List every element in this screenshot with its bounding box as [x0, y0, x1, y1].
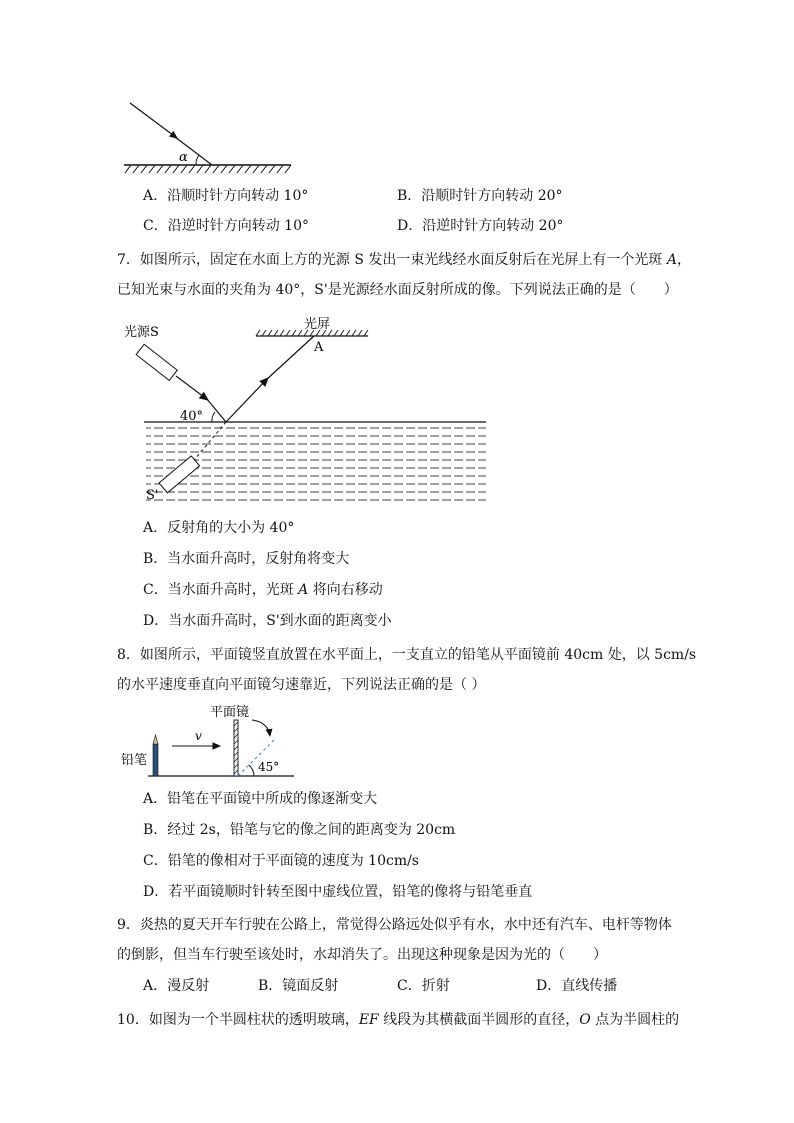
- q6-angle-label: α: [179, 150, 188, 165]
- q8-option-a: A．铅笔在平面镜中所成的像逐渐变大: [143, 791, 378, 807]
- q8-option-b: B．经过 2s，铅笔与它的像之间的距离变为 20cm: [143, 822, 456, 838]
- q6-incident-ray: [130, 103, 177, 138]
- q10-stem-line1: [117, 1010, 679, 1030]
- q6-option-c: C．沿逆时针方向转动 10°: [143, 218, 309, 234]
- q7-option-c-pre: C．当水面升高时，光斑: [143, 582, 299, 598]
- q6-mirror-hatching: [125, 165, 291, 173]
- q7-option-c-post: 将向右移动: [308, 582, 383, 598]
- q9-option-a: A．漫反射: [143, 978, 210, 994]
- q8-angle-label: 45°: [258, 760, 280, 774]
- q9-option-b: B．镜面反射: [258, 978, 339, 994]
- q6-option-b: B．沿顺时针方向转动 20°: [397, 188, 563, 204]
- q7-spot-label: A: [314, 340, 324, 355]
- q8-stem-line2: 的水平速度垂直向平面镜匀速靠近，下列说法正确的是（ ）: [117, 677, 486, 693]
- q7-option-c: [143, 580, 383, 600]
- q7-stem-line2: 已知光束与水面的夹角为 40°，S'是光源经水面反射所成的像。下列说法正确的是（ ）: [117, 282, 678, 298]
- q7-option-b: B．当水面升高时，反射角将变大: [143, 551, 350, 567]
- q8-angle-arc: [249, 765, 254, 776]
- q6-angle-arc: [196, 155, 199, 165]
- q7-stem-line1-pre: 7．如图所示，固定在水面上方的光源 S 发出一束光线经水面反射后在光屏上有一个光斑: [117, 252, 667, 268]
- q7-figure: [118, 312, 498, 512]
- q9-stem-line1: 9．炎热的夏天开车行驶在公路上，常觉得公路远处似乎有水，水中还有汽车、电杆等物体: [117, 917, 672, 933]
- q6-option-a: A．沿顺时针方向转动 10°: [143, 188, 309, 204]
- q8-pencil: [153, 744, 158, 776]
- q8-stem-line1: 8．如图所示，平面镜竖直放置在水平面上，一支直立的铅笔从平面镜前 40cm 处，以 5cm/s: [117, 647, 697, 663]
- q7-angle-arc: [212, 412, 215, 422]
- q9-option-d: D．直线传播: [536, 978, 618, 994]
- q7-reflected-ray: [226, 378, 268, 422]
- q8-option-d: D．若平面镜顺时针转至图中虚线位置，铅笔的像将与铅笔垂直: [143, 884, 533, 900]
- q7-stem-line1-post: ，: [676, 252, 691, 268]
- q8-option-c: C．铅笔的像相对于平面镜的速度为 10cm/s: [143, 853, 419, 869]
- q7-image-label: S': [146, 488, 159, 503]
- q7-option-d: D．当水面升高时，S'到水面的距离变小: [143, 613, 392, 629]
- q7-source-label: 光源S: [124, 325, 159, 340]
- q8-mirror-label: 平面镜: [210, 705, 250, 720]
- q10-stem-post: 点为半圆柱的: [590, 1012, 680, 1028]
- q8-figure: [118, 700, 298, 782]
- q7-option-a: A．反射角的大小为 40°: [143, 520, 295, 536]
- q9-option-c: C．折射: [397, 978, 450, 994]
- q7-screen-label: 光屏: [304, 317, 331, 332]
- q9-stem-line2: 的倒影，但当车行驶至该处时，水却消失了。出现这种现象是因为光的（ ）: [117, 947, 607, 963]
- q8-pencil-label: 铅笔: [121, 753, 148, 768]
- q8-rotation-arrow: [252, 720, 270, 736]
- q7-stem-var-a: A: [666, 252, 677, 268]
- q10-stem-var-o: O: [579, 1012, 591, 1028]
- q7-light-source: [136, 344, 177, 380]
- q7-angle-label: 40°: [180, 409, 204, 424]
- q6-option-d: D．沿逆时针方向转动 20°: [397, 218, 564, 234]
- q10-stem-pre: 10．如图为一个半圆柱状的透明玻璃，: [117, 1012, 359, 1028]
- q10-stem-mid: 线段为其横截面半圆形的直径，: [378, 1012, 580, 1028]
- q7-stem-line1: [117, 250, 691, 270]
- q7-incident-ray: [176, 376, 208, 400]
- q10-stem-var-ef: EF: [358, 1012, 379, 1028]
- q8-velocity-label: v: [195, 729, 202, 743]
- q6-figure: [115, 95, 305, 180]
- q7-option-c-var: A: [298, 582, 309, 598]
